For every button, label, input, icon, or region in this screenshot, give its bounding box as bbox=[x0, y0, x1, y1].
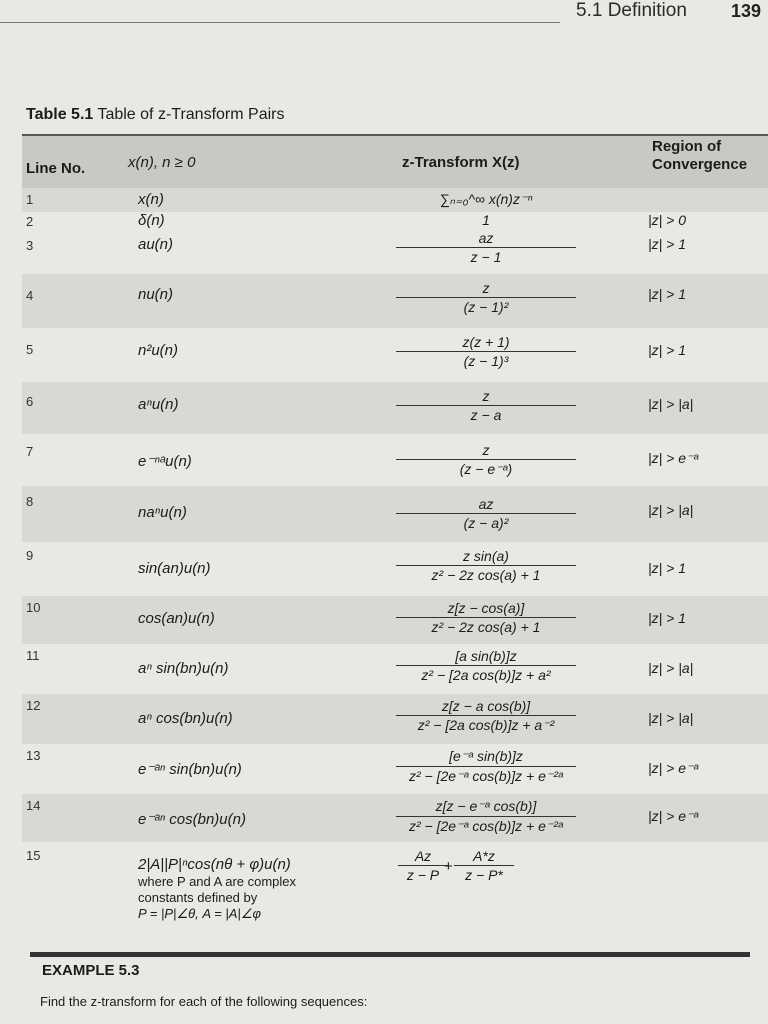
z-transform-fraction bbox=[396, 798, 576, 835]
numerator: z bbox=[396, 280, 576, 298]
table-row bbox=[22, 842, 768, 922]
denominator: z − 1 bbox=[470, 249, 502, 265]
table-header bbox=[22, 136, 768, 189]
z-transform-cell: 1 bbox=[482, 212, 490, 228]
numerator: [a sin(b)]z bbox=[396, 648, 576, 666]
table-row bbox=[22, 486, 768, 542]
sequence-cell: δ(n) bbox=[138, 212, 165, 229]
z-transform-fraction bbox=[396, 600, 576, 635]
line-number: 5 bbox=[26, 342, 34, 357]
numerator: z sin(a) bbox=[396, 548, 576, 566]
sequence-cell: e⁻ⁿᵃu(n) bbox=[138, 453, 192, 470]
numerator: [e⁻ᵃ sin(b)]z bbox=[396, 748, 576, 767]
roc-cell: |z| > 1 bbox=[648, 286, 687, 302]
column-header-line-no: Line No. bbox=[26, 160, 86, 177]
table-caption-label: Table 5.1 bbox=[26, 106, 94, 123]
roc-cell: |z| > 1 bbox=[648, 342, 687, 358]
z-transform-fraction bbox=[396, 748, 576, 785]
sequence-cell: n²u(n) bbox=[138, 342, 179, 359]
table-row bbox=[22, 744, 768, 794]
z-transform-fraction bbox=[396, 388, 576, 423]
roc-cell: |z| > |a| bbox=[648, 660, 694, 676]
roc-cell: |z| > 1 bbox=[648, 610, 687, 626]
denominator: z − P* bbox=[465, 867, 503, 883]
example-rule bbox=[30, 952, 750, 957]
table-row bbox=[22, 382, 768, 434]
z-transform-fraction-a bbox=[398, 848, 448, 883]
numerator: z[z − e⁻ᵃ cos(b)] bbox=[396, 798, 576, 817]
denominator: z² − [2e⁻ᵃ cos(b)]z + e⁻²ᵃ bbox=[409, 768, 563, 784]
line-number: 15 bbox=[26, 848, 41, 863]
sequence-note-line-1: where P and A are complex bbox=[138, 874, 297, 889]
z-transform-fraction bbox=[396, 698, 576, 734]
z-transform-fraction bbox=[396, 548, 576, 583]
sequence-note-line-3: P = |P|∠θ, A = |A|∠φ bbox=[138, 906, 261, 921]
table-row bbox=[22, 328, 768, 382]
example-title: EXAMPLE 5.3 bbox=[42, 962, 140, 979]
sequence-cell: aⁿu(n) bbox=[138, 396, 179, 413]
table-row bbox=[22, 434, 768, 486]
numerator: A*z bbox=[454, 848, 514, 866]
table-row bbox=[22, 542, 768, 596]
z-transform-fraction bbox=[396, 496, 576, 531]
line-number: 1 bbox=[26, 192, 34, 207]
line-number: 9 bbox=[26, 548, 34, 563]
numerator: z[z − cos(a)] bbox=[396, 600, 576, 618]
numerator: z bbox=[396, 442, 576, 460]
sequence-cell: aⁿ sin(bn)u(n) bbox=[138, 660, 229, 677]
z-transform-cell: ∑ₙ₌₀^∞ x(n)z⁻ⁿ bbox=[439, 191, 533, 207]
z-transform-table bbox=[22, 100, 768, 935]
table-caption-text: Table of z-Transform Pairs bbox=[97, 106, 285, 123]
line-number: 4 bbox=[26, 288, 34, 303]
z-transform-fraction bbox=[396, 334, 576, 369]
sequence-note-line-2: constants defined by bbox=[138, 890, 258, 905]
table-caption bbox=[26, 106, 284, 124]
roc-cell: |z| > |a| bbox=[648, 710, 694, 726]
denominator: z² − [2a cos(b)]z + a⁻² bbox=[417, 717, 555, 733]
roc-cell: |z| > e⁻ᵃ bbox=[648, 450, 699, 466]
z-transform-fraction-b bbox=[454, 848, 514, 883]
sequence-cell: e⁻ᵃⁿ sin(bn)u(n) bbox=[138, 761, 242, 778]
column-header-z-transform: z-Transform X(z) bbox=[402, 154, 520, 171]
sequence-cell: 2|A||P|ⁿcos(nθ + φ)u(n) bbox=[138, 856, 291, 873]
line-number: 3 bbox=[26, 238, 34, 253]
roc-cell: |z| > 0 bbox=[648, 212, 687, 228]
page-number: 139 bbox=[731, 1, 762, 21]
z-transform-fraction bbox=[396, 230, 576, 265]
column-header-roc bbox=[652, 138, 747, 174]
denominator: z − a bbox=[470, 407, 502, 423]
table-row bbox=[22, 644, 768, 694]
line-number: 2 bbox=[26, 214, 34, 229]
roc-cell: |z| > 1 bbox=[648, 236, 687, 252]
plus-sign: + bbox=[444, 858, 453, 875]
line-number: 6 bbox=[26, 394, 34, 409]
header-rule bbox=[0, 22, 560, 23]
table-row bbox=[22, 794, 768, 842]
denominator: z − P bbox=[406, 867, 440, 883]
numerator: z bbox=[396, 388, 576, 406]
table-row bbox=[22, 274, 768, 328]
table-row bbox=[22, 188, 768, 212]
roc-cell: |z| > 1 bbox=[648, 560, 687, 576]
table-row bbox=[22, 212, 768, 230]
table-row bbox=[22, 596, 768, 644]
denominator: z² − 2z cos(a) + 1 bbox=[431, 619, 541, 635]
denominator: (z − 1)² bbox=[463, 299, 509, 315]
denominator: (z − a)² bbox=[463, 515, 509, 531]
sequence-cell: au(n) bbox=[138, 236, 174, 253]
page-header bbox=[0, 0, 768, 30]
line-number: 14 bbox=[26, 798, 41, 813]
denominator: (z − 1)³ bbox=[463, 353, 509, 369]
line-number: 12 bbox=[26, 698, 41, 713]
line-number: 13 bbox=[26, 748, 41, 763]
z-transform-fraction bbox=[396, 280, 576, 315]
sequence-cell: e⁻ᵃⁿ cos(bn)u(n) bbox=[138, 811, 246, 828]
z-transform-fraction bbox=[396, 648, 576, 683]
roc-cell: |z| > e⁻ᵃ bbox=[648, 760, 699, 776]
roc-cell: |z| > |a| bbox=[648, 502, 694, 518]
numerator: az bbox=[396, 230, 576, 248]
roc-cell: |z| > e⁻ᵃ bbox=[648, 808, 699, 824]
numerator: z(z + 1) bbox=[396, 334, 576, 352]
denominator: z² − [2e⁻ᵃ cos(b)]z + e⁻²ᵃ bbox=[409, 818, 563, 834]
column-header-roc-line-2: Convergence bbox=[652, 156, 748, 173]
column-header-roc-line-1: Region of bbox=[652, 138, 722, 155]
denominator: z² − [2a cos(b)]z + a² bbox=[421, 667, 551, 683]
sequence-cell: x(n) bbox=[138, 191, 164, 208]
sequence-cell: naⁿu(n) bbox=[138, 504, 187, 521]
table-row bbox=[22, 694, 768, 744]
numerator: az bbox=[396, 496, 576, 514]
example-text: Find the z-transform for each of the following sequences: bbox=[40, 994, 368, 1009]
z-transform-fraction bbox=[396, 442, 576, 478]
denominator: (z − e⁻ᵃ) bbox=[459, 461, 513, 477]
section-title: 5.1 Definition bbox=[576, 0, 687, 21]
line-number: 8 bbox=[26, 494, 34, 509]
sequence-cell: cos(an)u(n) bbox=[138, 610, 215, 627]
table-row bbox=[22, 230, 768, 274]
line-number: 11 bbox=[26, 648, 40, 663]
column-header-sequence: x(n), n ≥ 0 bbox=[128, 154, 196, 171]
sequence-cell: aⁿ cos(bn)u(n) bbox=[138, 710, 233, 727]
line-number: 10 bbox=[26, 600, 41, 615]
denominator: z² − 2z cos(a) + 1 bbox=[431, 567, 541, 583]
line-number: 7 bbox=[26, 444, 34, 459]
sequence-cell: sin(an)u(n) bbox=[138, 560, 211, 577]
numerator: z[z − a cos(b)] bbox=[396, 698, 576, 716]
numerator: Az bbox=[398, 848, 448, 866]
roc-cell: |z| > |a| bbox=[648, 396, 694, 412]
sequence-cell: nu(n) bbox=[138, 286, 174, 303]
